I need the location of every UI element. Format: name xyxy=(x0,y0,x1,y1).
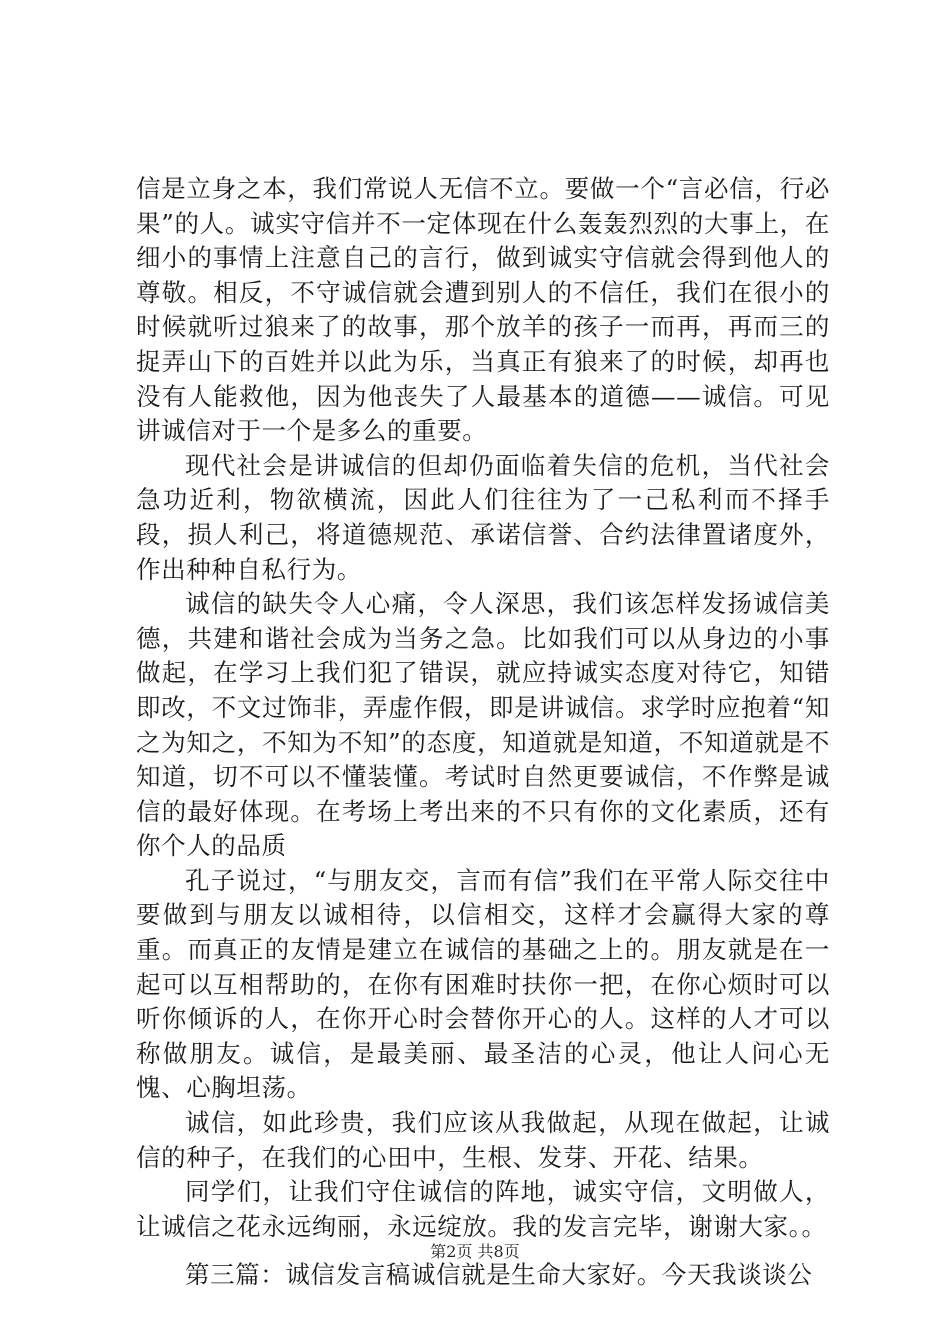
paragraph-confucius-friendship: 孔子说过，“与朋友交，言而有信”我们在平常人际交往中要做到与朋友以诚相待，以信相交，这样才会赢得大家的尊重。而真正的友情是建立在诚信的基础之上的。朋友就是在一起可以互相帮助的，在你有困难时扶你一把，在你心烦时可以听你倾诉的人，在你开心时会替你开心的人。这样的人才可以称做朋友。诚信，是最美丽、最圣洁的心灵，他让人问心无愧、心胸坦荡。 xyxy=(136,865,830,1103)
paragraph-lack-of-integrity: 诚信的缺失令人心痛，令人深思，我们该怎样发扬诚信美德，共建和谐社会成为当务之急。比如我们可以从身边的小事做起，在学习上我们犯了错误，就应持诚实态度对待它，知错即改，不文过饰非，弄虚作假，即是讲诚信。求学时应抱着“知之为知之，不知为不知”的态度，知道就是知道，不知道就是不知道，切不可以不懂装懂。考试时自然更要诚信，不作弊是诚信的最好体现。在考场上考出来的不只有你的文化素质，还有你个人的品质 xyxy=(136,589,830,861)
page-number-label: 第2页 共8页 xyxy=(430,1242,520,1261)
document-body xyxy=(136,172,830,1293)
paragraph-closing: 同学们，让我们守住诚信的阵地，诚实守信，文明做人，让诚信之花永远绚丽，永远绽放。我的发言完毕，谢谢大家。。 xyxy=(136,1177,830,1241)
page-footer xyxy=(0,1242,950,1262)
paragraph-modern-society: 现代社会是讲诚信的但却仍面临着失信的危机，当代社会急功近利，物欲横流，因此人们往往为了一己私利而不择手段，损人利己，将道德规范、承诺信誉、合约法律置诸度外，作出种种自私行为。 xyxy=(136,450,830,584)
paragraph-start-from-me: 诚信，如此珍贵，我们应该从我做起，从现在做起，让诚信的种子，在我们的心田中，生根、发芽、开花、结果。 xyxy=(136,1108,830,1172)
section-heading-part-three: 第三篇：诚信发言稿诚信就是生命大家好。今天我谈谈公 xyxy=(185,1260,813,1290)
paragraph-trust-foundation: 信是立身之本，我们常说人无信不立。要做一个“言必信，行必果”的人。诚实守信并不一定体现在什么轰轰烈烈的大事上，在细小的事情上注意自己的言行，做到诚实守信就会得到他人的尊敬。相反，不守诚信就会遭到别人的不信任，我们在很小的时候就听过狼来了的故事，那个放羊的孩子一而再，再而三的捉弄山下的百姓并以此为乐，当真正有狼来了的时候，却再也没有人能救他，因为他丧失了人最基本的道德——诚信。可见讲诚信对于一个是多么的重要。 xyxy=(136,174,830,446)
